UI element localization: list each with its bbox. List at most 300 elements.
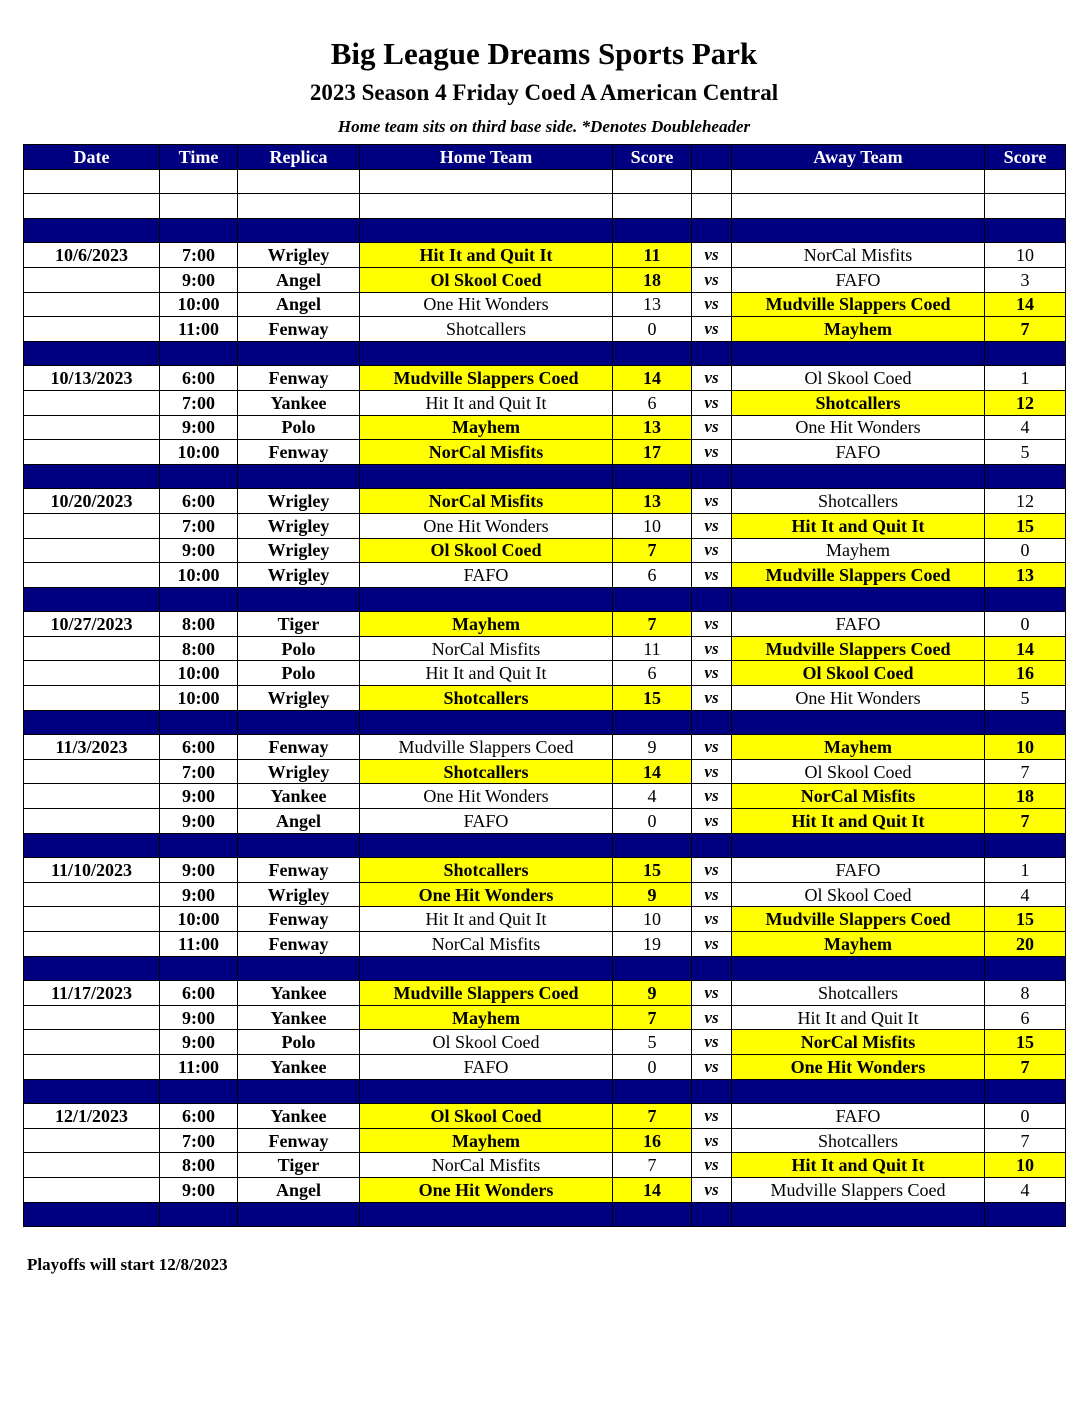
separator-row [24, 833, 1066, 858]
home-team: NorCal Misfits [360, 489, 613, 514]
empty-cell [985, 169, 1066, 194]
game-row [24, 858, 1066, 883]
away-score: 13 [985, 563, 1066, 588]
away-score: 15 [985, 1030, 1066, 1055]
vs-label: vs [692, 735, 732, 760]
empty-cell [692, 1079, 732, 1104]
game-row [24, 612, 1066, 637]
empty-cell [238, 194, 360, 219]
game-field: Fenway [238, 907, 360, 932]
game-time: 6:00 [160, 489, 238, 514]
away-team: Ol Skool Coed [732, 661, 985, 686]
vs-label: vs [692, 932, 732, 957]
blank-row [24, 169, 1066, 194]
home-score: 7 [613, 1153, 692, 1178]
empty-cell [732, 341, 985, 366]
away-team: Mayhem [732, 538, 985, 563]
game-time: 7:00 [160, 243, 238, 268]
game-date [24, 932, 160, 957]
home-score: 0 [613, 317, 692, 342]
game-date [24, 390, 160, 415]
game-field: Wrigley [238, 563, 360, 588]
empty-cell [985, 1202, 1066, 1227]
away-score: 14 [985, 636, 1066, 661]
game-date [24, 661, 160, 686]
game-time: 10:00 [160, 563, 238, 588]
page-title: Big League Dreams Sports Park [330, 36, 758, 71]
empty-cell [24, 464, 160, 489]
away-team: One Hit Wonders [732, 686, 985, 711]
game-time: 9:00 [160, 882, 238, 907]
game-row [24, 784, 1066, 809]
empty-cell [360, 710, 613, 735]
empty-cell [360, 1202, 613, 1227]
game-field: Polo [238, 415, 360, 440]
empty-cell [985, 218, 1066, 243]
home-team: Mayhem [360, 1005, 613, 1030]
empty-cell [985, 956, 1066, 981]
vs-label: vs [692, 1005, 732, 1030]
game-field: Fenway [238, 366, 360, 391]
empty-cell [732, 464, 985, 489]
away-team: Hit It and Quit It [732, 513, 985, 538]
game-field: Polo [238, 661, 360, 686]
blank-row [24, 194, 1066, 219]
away-score: 1 [985, 858, 1066, 883]
game-row [24, 390, 1066, 415]
away-score: 7 [985, 317, 1066, 342]
away-score: 7 [985, 759, 1066, 784]
home-team: One Hit Wonders [360, 513, 613, 538]
away-score: 8 [985, 981, 1066, 1006]
vs-label: vs [692, 981, 732, 1006]
game-row [24, 292, 1066, 317]
vs-label: vs [692, 1128, 732, 1153]
vs-label: vs [692, 686, 732, 711]
away-team: NorCal Misfits [732, 1030, 985, 1055]
vs-label: vs [692, 292, 732, 317]
away-team: Ol Skool Coed [732, 759, 985, 784]
vs-label: vs [692, 440, 732, 465]
game-field: Yankee [238, 981, 360, 1006]
game-field: Angel [238, 1177, 360, 1202]
away-team: One Hit Wonders [732, 415, 985, 440]
empty-cell [692, 218, 732, 243]
away-team: One Hit Wonders [732, 1054, 985, 1079]
home-team: Mudville Slappers Coed [360, 981, 613, 1006]
empty-cell [160, 710, 238, 735]
away-team: NorCal Misfits [732, 243, 985, 268]
game-date [24, 1054, 160, 1079]
game-time: 8:00 [160, 1153, 238, 1178]
home-score: 14 [613, 759, 692, 784]
game-time: 9:00 [160, 1005, 238, 1030]
game-time: 10:00 [160, 686, 238, 711]
empty-cell [238, 587, 360, 612]
home-score: 9 [613, 735, 692, 760]
home-score: 15 [613, 686, 692, 711]
home-team: Hit It and Quit It [360, 243, 613, 268]
game-date [24, 759, 160, 784]
empty-cell [360, 1079, 613, 1104]
vs-label: vs [692, 267, 732, 292]
game-time: 10:00 [160, 661, 238, 686]
empty-cell [160, 956, 238, 981]
empty-cell [360, 833, 613, 858]
home-score: 19 [613, 932, 692, 957]
game-date: 11/10/2023 [24, 858, 160, 883]
game-time: 7:00 [160, 513, 238, 538]
game-time: 11:00 [160, 932, 238, 957]
home-team: Ol Skool Coed [360, 1030, 613, 1055]
empty-cell [24, 1079, 160, 1104]
empty-cell [238, 1079, 360, 1104]
game-time: 7:00 [160, 759, 238, 784]
away-score: 7 [985, 809, 1066, 834]
empty-cell [238, 341, 360, 366]
separator-row [24, 1079, 1066, 1104]
vs-label: vs [692, 243, 732, 268]
empty-cell [238, 710, 360, 735]
away-team: FAFO [732, 440, 985, 465]
home-score: 7 [613, 1005, 692, 1030]
vs-label: vs [692, 907, 732, 932]
home-team: NorCal Misfits [360, 636, 613, 661]
header-away-team: Away Team [732, 145, 985, 170]
game-field: Wrigley [238, 538, 360, 563]
game-field: Yankee [238, 1054, 360, 1079]
empty-cell [24, 169, 160, 194]
game-date [24, 1030, 160, 1055]
empty-cell [360, 341, 613, 366]
away-score: 0 [985, 538, 1066, 563]
game-time: 7:00 [160, 1128, 238, 1153]
game-field: Tiger [238, 612, 360, 637]
away-score: 4 [985, 882, 1066, 907]
header-home-score: Score [613, 145, 692, 170]
empty-cell [613, 956, 692, 981]
home-score: 17 [613, 440, 692, 465]
separator-row [24, 587, 1066, 612]
home-score: 9 [613, 981, 692, 1006]
home-score: 16 [613, 1128, 692, 1153]
home-team: Shotcallers [360, 858, 613, 883]
game-time: 10:00 [160, 440, 238, 465]
game-row [24, 809, 1066, 834]
away-score: 12 [985, 489, 1066, 514]
empty-cell [160, 833, 238, 858]
home-team: Shotcallers [360, 686, 613, 711]
game-date: 10/6/2023 [24, 243, 160, 268]
empty-cell [238, 218, 360, 243]
home-team: Mayhem [360, 1128, 613, 1153]
away-score: 14 [985, 292, 1066, 317]
game-time: 10:00 [160, 292, 238, 317]
page-subtitle: 2023 Season 4 Friday Coed A American Central [309, 80, 779, 105]
header-time: Time [160, 145, 238, 170]
home-score: 13 [613, 292, 692, 317]
away-team: Hit It and Quit It [732, 1153, 985, 1178]
away-team: Ol Skool Coed [732, 882, 985, 907]
empty-cell [360, 464, 613, 489]
game-field: Wrigley [238, 686, 360, 711]
empty-cell [238, 1202, 360, 1227]
vs-label: vs [692, 563, 732, 588]
separator-row [24, 710, 1066, 735]
home-team: Ol Skool Coed [360, 267, 613, 292]
empty-cell [613, 218, 692, 243]
home-team: NorCal Misfits [360, 440, 613, 465]
home-score: 13 [613, 415, 692, 440]
separator-row [24, 1202, 1066, 1227]
empty-cell [692, 833, 732, 858]
game-date: 12/1/2023 [24, 1104, 160, 1129]
game-date [24, 907, 160, 932]
home-score: 6 [613, 661, 692, 686]
game-row [24, 563, 1066, 588]
home-score: 7 [613, 612, 692, 637]
empty-cell [985, 341, 1066, 366]
game-field: Angel [238, 292, 360, 317]
game-row [24, 440, 1066, 465]
game-time: 9:00 [160, 784, 238, 809]
vs-label: vs [692, 366, 732, 391]
away-score: 10 [985, 1153, 1066, 1178]
home-team: Mudville Slappers Coed [360, 366, 613, 391]
away-team: Mayhem [732, 735, 985, 760]
header-date: Date [24, 145, 160, 170]
separator-row [24, 341, 1066, 366]
empty-cell [613, 1202, 692, 1227]
empty-cell [24, 956, 160, 981]
away-score: 4 [985, 1177, 1066, 1202]
away-team: Hit It and Quit It [732, 809, 985, 834]
game-field: Yankee [238, 390, 360, 415]
empty-cell [732, 710, 985, 735]
game-time: 9:00 [160, 1177, 238, 1202]
header-home-team: Home Team [360, 145, 613, 170]
empty-cell [692, 1202, 732, 1227]
away-team: Mudville Slappers Coed [732, 636, 985, 661]
empty-cell [613, 194, 692, 219]
vs-label: vs [692, 809, 732, 834]
home-team: NorCal Misfits [360, 1153, 613, 1178]
home-score: 13 [613, 489, 692, 514]
home-score: 6 [613, 390, 692, 415]
empty-cell [360, 218, 613, 243]
game-row [24, 981, 1066, 1006]
game-field: Fenway [238, 932, 360, 957]
home-team: One Hit Wonders [360, 292, 613, 317]
away-score: 20 [985, 932, 1066, 957]
empty-cell [613, 169, 692, 194]
game-field: Wrigley [238, 513, 360, 538]
separator-row [24, 218, 1066, 243]
home-team: FAFO [360, 563, 613, 588]
game-field: Polo [238, 1030, 360, 1055]
schedule-body [24, 169, 1066, 1227]
game-row [24, 735, 1066, 760]
empty-cell [985, 587, 1066, 612]
game-row [24, 686, 1066, 711]
away-team: Shotcallers [732, 489, 985, 514]
home-score: 9 [613, 882, 692, 907]
home-team: NorCal Misfits [360, 932, 613, 957]
away-team: Mayhem [732, 317, 985, 342]
empty-cell [24, 194, 160, 219]
game-date [24, 1005, 160, 1030]
game-time: 8:00 [160, 636, 238, 661]
vs-label: vs [692, 538, 732, 563]
away-team: Mudville Slappers Coed [732, 292, 985, 317]
home-score: 6 [613, 563, 692, 588]
game-date [24, 636, 160, 661]
vs-label: vs [692, 317, 732, 342]
empty-cell [24, 218, 160, 243]
away-team: Ol Skool Coed [732, 366, 985, 391]
home-score: 0 [613, 809, 692, 834]
table-header-row [24, 145, 1066, 170]
empty-cell [732, 956, 985, 981]
away-score: 5 [985, 440, 1066, 465]
game-field: Fenway [238, 317, 360, 342]
game-row [24, 1104, 1066, 1129]
home-team: Hit It and Quit It [360, 661, 613, 686]
away-team: FAFO [732, 612, 985, 637]
empty-cell [24, 1202, 160, 1227]
game-date [24, 513, 160, 538]
empty-cell [24, 710, 160, 735]
vs-label: vs [692, 784, 732, 809]
game-row [24, 1054, 1066, 1079]
home-score: 11 [613, 636, 692, 661]
vs-label: vs [692, 489, 732, 514]
empty-cell [732, 218, 985, 243]
home-score: 18 [613, 267, 692, 292]
header-vs [692, 145, 732, 170]
game-field: Fenway [238, 735, 360, 760]
empty-cell [160, 1079, 238, 1104]
home-score: 5 [613, 1030, 692, 1055]
playoffs-note: Playoffs will start 12/8/2023 [27, 1255, 228, 1274]
game-row [24, 513, 1066, 538]
away-score: 18 [985, 784, 1066, 809]
empty-cell [692, 710, 732, 735]
home-team: Hit It and Quit It [360, 390, 613, 415]
home-team: Ol Skool Coed [360, 1104, 613, 1129]
separator-row [24, 464, 1066, 489]
empty-cell [732, 1202, 985, 1227]
game-row [24, 882, 1066, 907]
empty-cell [238, 169, 360, 194]
empty-cell [613, 341, 692, 366]
empty-cell [732, 169, 985, 194]
game-field: Wrigley [238, 489, 360, 514]
game-field: Wrigley [238, 243, 360, 268]
empty-cell [985, 710, 1066, 735]
empty-cell [732, 833, 985, 858]
empty-cell [160, 464, 238, 489]
away-score: 16 [985, 661, 1066, 686]
game-date [24, 440, 160, 465]
game-row [24, 1030, 1066, 1055]
empty-cell [360, 956, 613, 981]
home-team: Shotcallers [360, 759, 613, 784]
game-time: 9:00 [160, 415, 238, 440]
vs-label: vs [692, 390, 732, 415]
game-row [24, 661, 1066, 686]
away-score: 3 [985, 267, 1066, 292]
game-row [24, 267, 1066, 292]
empty-cell [692, 956, 732, 981]
home-team: Ol Skool Coed [360, 538, 613, 563]
empty-cell [360, 169, 613, 194]
away-score: 4 [985, 415, 1066, 440]
vs-label: vs [692, 1177, 732, 1202]
home-score: 10 [613, 907, 692, 932]
game-date [24, 563, 160, 588]
empty-cell [160, 169, 238, 194]
game-field: Angel [238, 267, 360, 292]
home-team: One Hit Wonders [360, 1177, 613, 1202]
empty-cell [732, 194, 985, 219]
home-score: 14 [613, 366, 692, 391]
game-field: Fenway [238, 1128, 360, 1153]
vs-label: vs [692, 636, 732, 661]
game-row [24, 317, 1066, 342]
home-team: Mayhem [360, 415, 613, 440]
empty-cell [160, 218, 238, 243]
game-date: 10/20/2023 [24, 489, 160, 514]
game-field: Yankee [238, 784, 360, 809]
empty-cell [160, 194, 238, 219]
game-row [24, 243, 1066, 268]
away-team: Shotcallers [732, 1128, 985, 1153]
empty-cell [613, 1079, 692, 1104]
home-team: One Hit Wonders [360, 882, 613, 907]
game-time: 8:00 [160, 612, 238, 637]
away-score: 7 [985, 1054, 1066, 1079]
vs-label: vs [692, 612, 732, 637]
game-date [24, 809, 160, 834]
away-score: 15 [985, 907, 1066, 932]
game-field: Fenway [238, 858, 360, 883]
game-date [24, 1128, 160, 1153]
empty-cell [24, 587, 160, 612]
away-team: FAFO [732, 858, 985, 883]
game-field: Wrigley [238, 882, 360, 907]
game-row [24, 1005, 1066, 1030]
empty-cell [238, 956, 360, 981]
game-time: 11:00 [160, 317, 238, 342]
game-row [24, 636, 1066, 661]
game-date [24, 267, 160, 292]
game-time: 10:00 [160, 907, 238, 932]
vs-label: vs [692, 759, 732, 784]
game-field: Angel [238, 809, 360, 834]
game-field: Yankee [238, 1104, 360, 1129]
empty-cell [692, 341, 732, 366]
game-row [24, 1153, 1066, 1178]
empty-cell [613, 710, 692, 735]
empty-cell [732, 1079, 985, 1104]
away-team: NorCal Misfits [732, 784, 985, 809]
game-row [24, 932, 1066, 957]
game-row [24, 366, 1066, 391]
home-score: 11 [613, 243, 692, 268]
schedule-note: Home team sits on third base side. *Denotes Doubleheader [337, 117, 751, 136]
game-field: Wrigley [238, 759, 360, 784]
